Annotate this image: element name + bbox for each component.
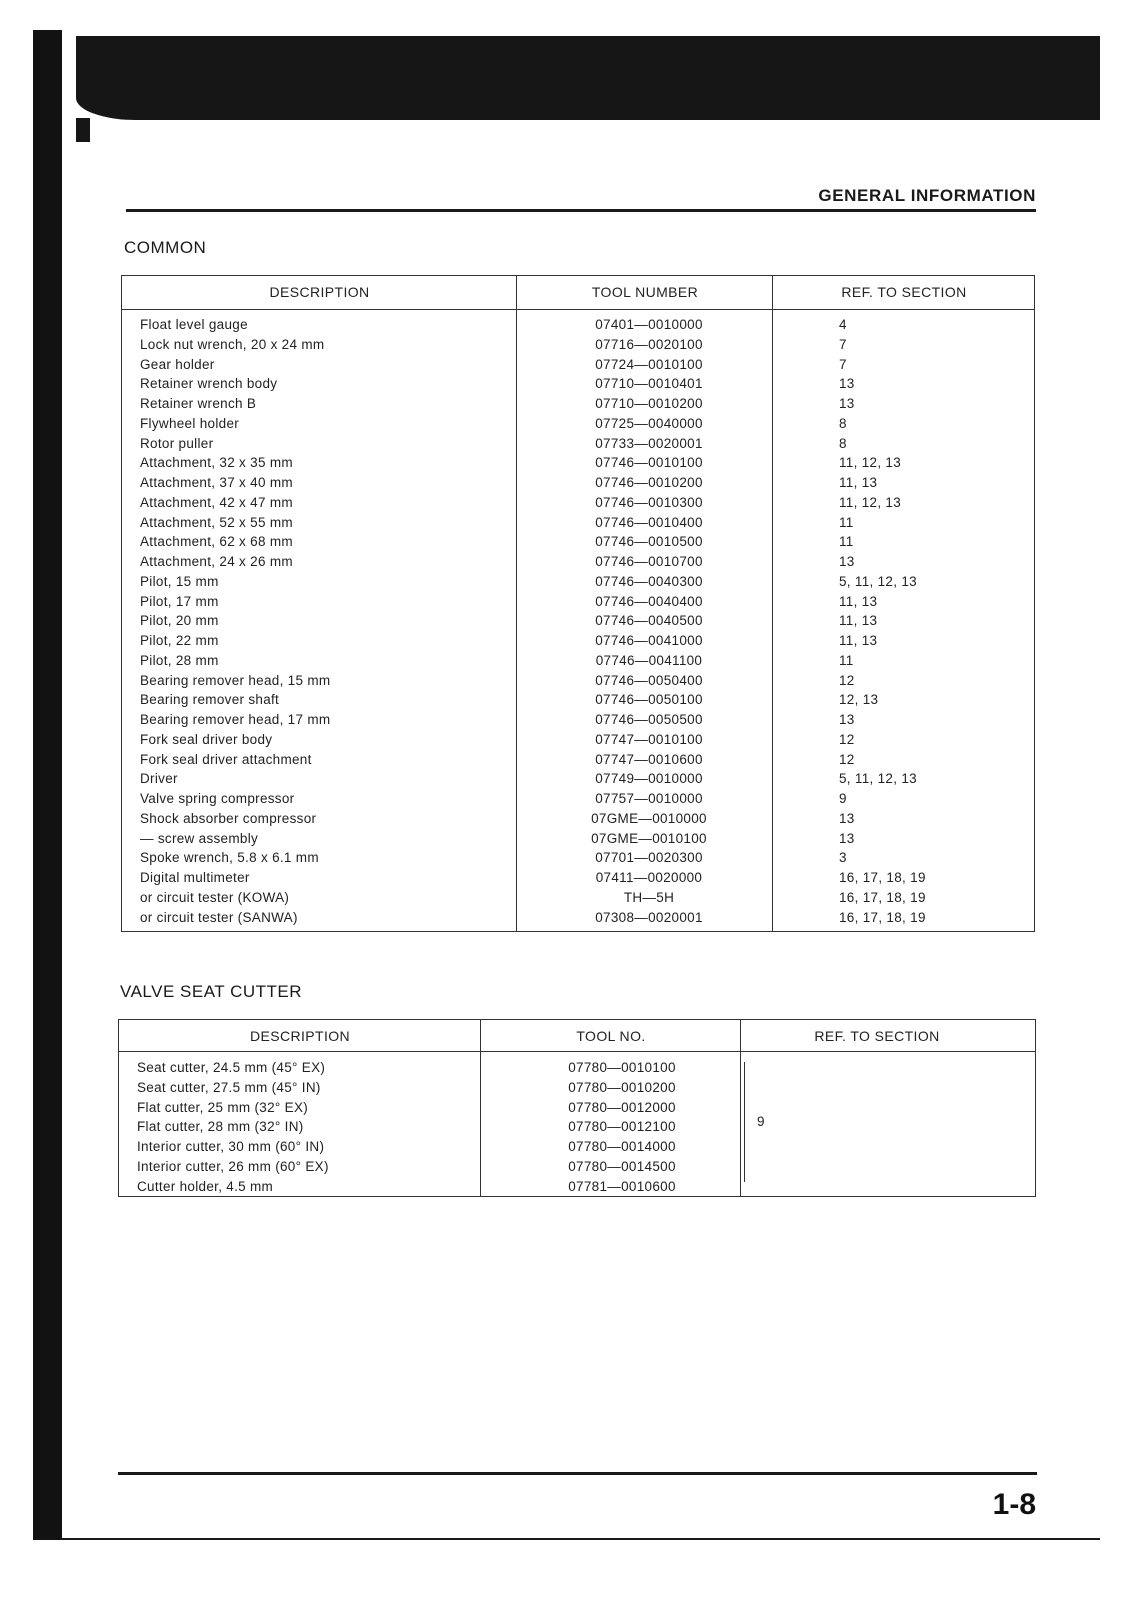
cell-tool-number: 07746—0050500 <box>595 712 703 727</box>
cell-ref: 12, 13 <box>839 692 879 708</box>
cell-description: Pilot, 20 mm <box>140 613 219 629</box>
cell-description: Digital multimeter <box>140 870 250 885</box>
cell-description: Gear holder <box>140 356 215 372</box>
table-row <box>122 454 1034 474</box>
table-row <box>122 375 1034 395</box>
binding-strip <box>33 30 62 1540</box>
cell-description: Retainer wrench body <box>140 376 278 392</box>
table-row <box>122 356 1034 376</box>
cell-tool-number: 07716—0020100 <box>595 336 703 352</box>
cell-description: Pilot, 17 mm <box>140 593 219 609</box>
cell-ref: 5, 11, 12, 13 <box>839 771 917 787</box>
col-header-tool-number: TOOL NUMBER <box>591 284 699 300</box>
table-row <box>122 415 1034 435</box>
cell-tool-number: 07746—0040500 <box>595 613 703 629</box>
table-header <box>119 1020 1035 1052</box>
cell-ref: 13 <box>839 830 855 846</box>
cell-tool-number: 07746—0010400 <box>595 514 703 530</box>
table-row <box>122 830 1034 850</box>
cell-ref: 5, 11, 12, 13 <box>839 573 917 589</box>
cell-description: Rotor puller <box>140 435 214 451</box>
cell-ref: 12 <box>839 731 855 747</box>
cell-tool-number: 07701—0020300 <box>595 850 703 866</box>
cell-description: Flywheel holder <box>140 415 240 431</box>
cell-ref: 11, 12, 13 <box>839 494 902 510</box>
table-row <box>122 514 1034 534</box>
cell-tool-number: 07401—0010000 <box>595 317 703 332</box>
table-row <box>122 849 1034 869</box>
footer-rule <box>118 1472 1037 1475</box>
cell-ref: 13 <box>839 810 855 826</box>
table-row <box>122 612 1034 632</box>
cell-tool-number: 07746—0010300 <box>595 494 703 510</box>
cell-ref: 13 <box>839 396 855 411</box>
cell-tool-number: 07746—0010200 <box>595 475 703 490</box>
cell-ref: 4 <box>839 317 847 332</box>
cell-tool-number: 07747—0010600 <box>595 751 703 767</box>
cell-description: Shock absorber compressor <box>140 810 317 826</box>
cell-tool-number: 07781—0010600 <box>568 1178 676 1194</box>
cell-ref: 13 <box>839 554 855 569</box>
table-row <box>122 316 1034 336</box>
col-header-description: DESCRIPTION <box>249 1028 351 1044</box>
cell-tool-number: 07710—0010200 <box>595 396 703 411</box>
common-heading: COMMON <box>124 238 207 257</box>
cell-description: Attachment, 37 x 40 mm <box>140 475 293 490</box>
table-row <box>122 770 1034 790</box>
common-tools-table <box>121 275 1035 932</box>
cell-ref: 8 <box>839 435 847 451</box>
cell-ref: 11, 13 <box>839 633 878 648</box>
cell-description: Bearing remover head, 17 mm <box>140 712 331 727</box>
cell-tool-number: 07780—0010100 <box>568 1060 676 1075</box>
table-row <box>122 790 1034 810</box>
table-row <box>119 1099 1035 1119</box>
cell-tool-number: 07746—0041100 <box>595 652 703 668</box>
table-row <box>122 553 1034 573</box>
ref-bracket <box>744 1062 745 1182</box>
valve-seat-cutter-heading: VALVE SEAT CUTTER <box>120 982 303 1001</box>
cell-description: — screw assembly <box>140 830 259 846</box>
bottom-rule <box>60 1538 1100 1540</box>
col-header-description: DESCRIPTION <box>269 284 370 300</box>
col-header-ref: REF. TO SECTION <box>841 284 967 300</box>
table-row <box>119 1079 1035 1099</box>
cell-ref: 8 <box>839 415 847 431</box>
cell-description: Attachment, 32 x 35 mm <box>140 455 293 471</box>
table-row <box>122 889 1034 909</box>
cell-tool-number: 07GME—0010000 <box>591 810 707 826</box>
cell-description: Attachment, 24 x 26 mm <box>140 554 293 569</box>
cell-ref: 13 <box>839 712 855 727</box>
cell-description: or circuit tester (SANWA) <box>140 909 298 925</box>
table-row <box>122 909 1034 929</box>
cell-tool-number: 07746—0010500 <box>595 534 703 550</box>
table-row <box>122 672 1034 692</box>
cell-description: Attachment, 42 x 47 mm <box>140 494 293 510</box>
cell-tool-number: 07746—0050400 <box>595 672 703 688</box>
cell-description: Pilot, 22 mm <box>140 633 219 648</box>
page-number: 1-8 <box>992 1488 1036 1521</box>
cell-description: Float level gauge <box>140 317 248 332</box>
table-body <box>122 316 1034 928</box>
cell-tool-number: 07747—0010100 <box>595 731 703 747</box>
cell-tool-number: 07746—0050100 <box>595 692 703 708</box>
cell-description: Lock nut wrench, 20 x 24 mm <box>140 336 325 352</box>
table-body <box>119 1059 1035 1197</box>
cell-ref: 11 <box>839 514 854 530</box>
section-title: GENERAL INFORMATION <box>818 186 1036 205</box>
cell-description: Fork seal driver attachment <box>140 751 312 767</box>
cell-tool-number: 07724—0010100 <box>595 356 703 372</box>
cell-description: Spoke wrench, 5.8 x 6.1 mm <box>140 850 319 866</box>
cell-description: Attachment, 62 x 68 mm <box>140 534 293 550</box>
cell-tool-number: 07746—0010700 <box>595 554 703 569</box>
cell-tool-number: 07746—0041000 <box>595 633 703 648</box>
cell-ref: 11 <box>839 534 854 550</box>
table-row <box>122 869 1034 889</box>
cell-tool-number: 07749—0010000 <box>595 771 703 787</box>
cell-ref: 11, 13 <box>839 593 878 609</box>
table-header <box>122 276 1034 310</box>
cell-tool-number: 07308—0020001 <box>595 909 703 925</box>
cell-ref: 12 <box>839 751 855 767</box>
cell-description: Flat cutter, 28 mm (32° IN) <box>137 1119 304 1135</box>
cell-ref: 7 <box>839 336 847 352</box>
cell-tool-number: 07725—0040000 <box>595 415 703 431</box>
cell-tool-number: TH—5H <box>623 889 675 905</box>
table-row <box>119 1178 1035 1198</box>
cell-tool-number: 07780—0014000 <box>568 1139 676 1154</box>
cell-description: Retainer wrench B <box>140 396 257 411</box>
cell-description: Valve spring compressor <box>140 791 295 806</box>
header-band <box>76 36 1100 120</box>
cell-description: Seat cutter, 27.5 mm (45° IN) <box>137 1079 321 1095</box>
shared-ref-value: 9 <box>757 1114 765 1129</box>
cell-description: Bearing remover head, 15 mm <box>140 672 331 688</box>
cell-description: Bearing remover shaft <box>140 692 280 708</box>
cell-description: Interior cutter, 26 mm (60° EX) <box>137 1158 329 1174</box>
cell-ref: 11 <box>839 652 854 668</box>
table-row <box>119 1138 1035 1158</box>
table-row <box>122 474 1034 494</box>
cell-tool-number: 07746—0040400 <box>595 593 703 609</box>
cell-tool-number: 07GME—0010100 <box>591 830 707 846</box>
cell-tool-number: 07411—0020000 <box>595 870 703 885</box>
table-row <box>122 632 1034 652</box>
cell-description: or circuit tester (KOWA) <box>140 889 290 905</box>
cell-description: Cutter holder, 4.5 mm <box>137 1178 274 1194</box>
cell-tool-number: 07757—0010000 <box>595 791 703 806</box>
cell-tool-number: 07780—0010200 <box>568 1079 676 1095</box>
cell-ref: 13 <box>839 376 855 392</box>
cell-tool-number: 07746—0040300 <box>595 573 703 589</box>
table-row <box>122 533 1034 553</box>
table-row <box>122 435 1034 455</box>
cell-ref: 16, 17, 18, 19 <box>839 889 926 905</box>
cell-ref: 16, 17, 18, 19 <box>839 909 926 925</box>
cell-tool-number: 07733—0020001 <box>595 435 703 451</box>
table-row <box>122 336 1034 356</box>
table-row <box>122 810 1034 830</box>
cell-tool-number: 07746—0010100 <box>595 455 703 471</box>
cell-ref: 3 <box>839 850 847 866</box>
table-row <box>122 691 1034 711</box>
header-band-tail <box>76 118 90 142</box>
cell-ref: 12 <box>839 672 855 688</box>
col-header-tool-number: TOOL NO. <box>576 1028 646 1044</box>
table-row <box>122 652 1034 672</box>
cell-ref: 11, 12, 13 <box>839 455 902 471</box>
cell-description: Fork seal driver body <box>140 731 273 747</box>
cell-description: Driver <box>140 771 178 787</box>
table-row <box>122 593 1034 613</box>
cell-description: Seat cutter, 24.5 mm (45° EX) <box>137 1060 326 1075</box>
cell-description: Pilot, 15 mm <box>140 573 219 589</box>
table-row <box>122 573 1034 593</box>
cell-ref: 11, 13 <box>839 613 878 629</box>
cell-tool-number: 07780—0012100 <box>568 1119 676 1135</box>
valve-seat-cutter-table <box>118 1019 1036 1197</box>
table-row <box>122 494 1034 514</box>
cell-tool-number: 07780—0014500 <box>568 1158 676 1174</box>
title-rule <box>126 209 1036 212</box>
cell-ref: 16, 17, 18, 19 <box>839 870 926 885</box>
table-row <box>122 731 1034 751</box>
table-row <box>122 395 1034 415</box>
cell-description: Interior cutter, 30 mm (60° IN) <box>137 1139 325 1154</box>
table-row <box>119 1059 1035 1079</box>
col-header-ref: REF. TO SECTION <box>814 1028 940 1044</box>
cell-ref: 9 <box>839 791 847 806</box>
table-row <box>119 1118 1035 1138</box>
table-row <box>119 1158 1035 1178</box>
cell-description: Pilot, 28 mm <box>140 652 219 668</box>
cell-ref: 7 <box>839 356 847 372</box>
cell-ref: 11, 13 <box>839 475 878 490</box>
cell-description: Attachment, 52 x 55 mm <box>140 514 293 530</box>
cell-tool-number: 07780—0012000 <box>568 1099 676 1115</box>
table-row <box>122 711 1034 731</box>
cell-description: Flat cutter, 25 mm (32° EX) <box>137 1099 309 1115</box>
cell-tool-number: 07710—0010401 <box>595 376 703 392</box>
table-row <box>122 751 1034 771</box>
